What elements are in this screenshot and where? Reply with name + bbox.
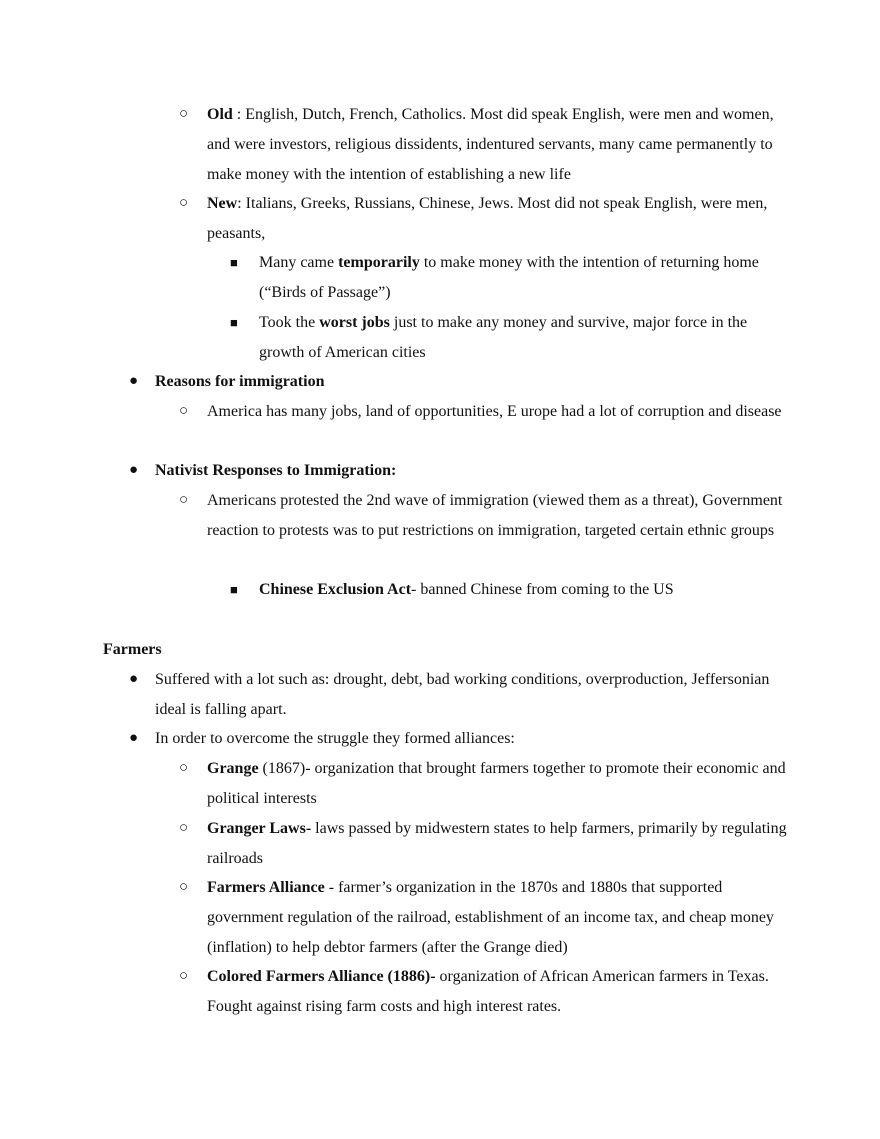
circle-bullet-icon: ○ <box>179 195 189 211</box>
item-text: Many came <box>259 254 339 271</box>
item-text: Americans protested the 2nd wave of immigration (viewed them as a threat), Government reaction to protests was to put restrictions on immigration, targeted certain ethnic groups <box>207 492 783 539</box>
disc-bullet-icon: ● <box>129 671 139 687</box>
term-label: Colored Farmers Alliance (1886)- <box>207 968 436 985</box>
term-label: worst jobs <box>319 314 390 331</box>
list-item-new-immigrants <box>179 189 787 249</box>
circle-bullet-icon: ○ <box>179 760 189 776</box>
square-bullet-icon: ■ <box>230 315 238 330</box>
section-title: Reasons for immigration <box>155 373 325 390</box>
square-bullet-icon: ■ <box>230 582 238 597</box>
term-label: New <box>207 195 238 212</box>
item-text: : Italians, Greeks, Russians, Chinese, Jews. Most did not speak English, were men, peasants, <box>207 195 768 242</box>
list-item-reasons-detail <box>179 397 787 427</box>
item-text: In order to overcome the struggle they formed alliances: <box>155 730 515 747</box>
section-title: Nativist Responses to Immigration: <box>155 462 397 479</box>
disc-bullet-icon: ● <box>129 462 139 478</box>
term-label: Farmers Alliance <box>207 879 325 896</box>
item-text: - farmer’s organization in the 1870s and 1880s that supported government regulation of the railroad, establishment of an income tax, and cheap money (inflation) to help debtor farmers (after the Grange died) <box>207 879 774 956</box>
list-item-reasons <box>129 367 785 397</box>
term-label: Granger Laws- <box>207 820 312 837</box>
list-item-worst-jobs <box>230 308 779 368</box>
term-label: Grange <box>207 760 259 777</box>
item-text: laws passed by midwestern states to help farmers, primarily by regulating railroads <box>207 820 787 867</box>
list-item-chinese-exclusion-act <box>230 575 779 605</box>
list-item-nativist-detail <box>179 486 787 546</box>
circle-bullet-icon: ○ <box>179 968 189 984</box>
list-item-colored-farmers-alliance <box>179 962 787 1022</box>
circle-bullet-icon: ○ <box>179 106 189 122</box>
item-text: Suffered with a lot such as: drought, debt, bad working conditions, overproduction, Jeffersonian ideal is falling apart. <box>155 671 770 718</box>
list-item-nativist <box>129 456 785 486</box>
item-text: America has many jobs, land of opportunities, E urope had a lot of corruption and disease <box>207 403 782 420</box>
item-text: : English, Dutch, French, Catholics. Most did speak English, were men and women, and were investors, religious dissidents, indentured servants, many came permanently to make money with the intention of establishing a new life <box>207 106 774 183</box>
section-heading-farmers: Farmers <box>103 641 162 658</box>
list-item-farmers-alliances <box>129 724 785 754</box>
circle-bullet-icon: ○ <box>179 492 189 508</box>
term-label: temporarily <box>338 254 420 271</box>
item-text: to make money with the intention of returning home (“Birds of Passage”) <box>259 254 759 301</box>
list-item-old-immigrants <box>179 100 787 189</box>
circle-bullet-icon: ○ <box>179 403 189 419</box>
term-label: Chinese Exclusion Act <box>259 581 412 598</box>
list-item-grange <box>179 754 787 814</box>
disc-bullet-icon: ● <box>129 373 139 389</box>
item-text: organization of African American farmers in Texas. Fought against rising farm costs and high interest rates. <box>207 968 769 1015</box>
list-item-farmers-suffered <box>129 665 785 725</box>
disc-bullet-icon: ● <box>129 730 139 746</box>
circle-bullet-icon: ○ <box>179 879 189 895</box>
circle-bullet-icon: ○ <box>179 820 189 836</box>
item-text: - banned Chinese from coming to the US <box>411 581 674 598</box>
item-text: (1867)- organization that brought farmers together to promote their economic and political interests <box>207 760 786 807</box>
list-item-farmers-alliance <box>179 873 787 962</box>
item-text: just to make any money and survive, major force in the growth of American cities <box>259 314 748 361</box>
list-item-temporarily <box>230 248 779 308</box>
square-bullet-icon: ■ <box>230 255 238 270</box>
list-item-granger-laws <box>179 814 787 874</box>
item-text: Took the <box>259 314 320 331</box>
term-label: Old <box>207 106 233 123</box>
